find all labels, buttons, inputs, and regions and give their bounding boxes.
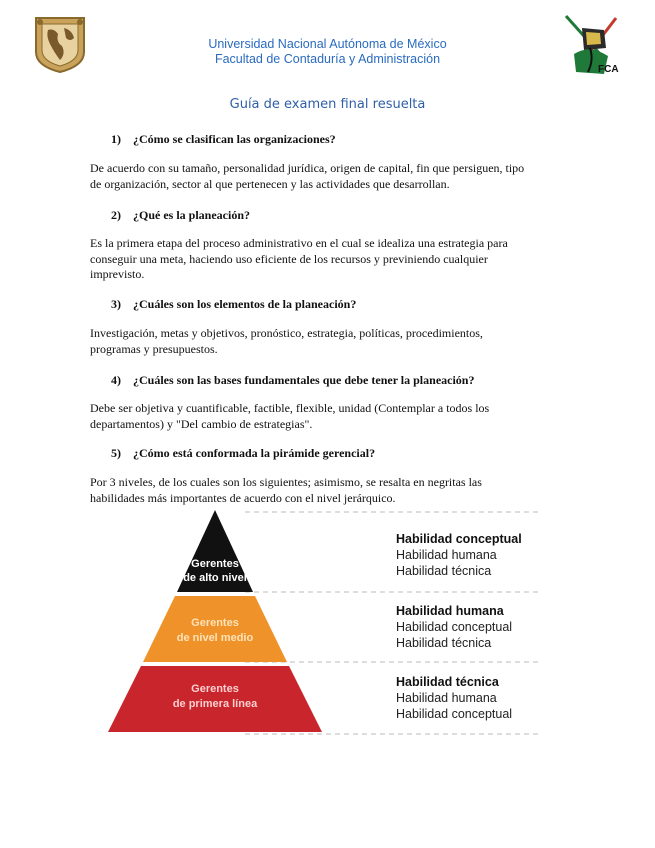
skill-item: Habilidad humana bbox=[396, 548, 497, 562]
answer-3: Investigación, metas y objetivos, pronóstico, estrategia, políticas, procedimientos, programas y presupuestos. bbox=[90, 326, 483, 356]
question-1: 1) ¿Cómo se clasifican las organizaciones? bbox=[111, 132, 336, 146]
skill-primary: Habilidad humana bbox=[396, 604, 504, 618]
document-title: Guía de examen final resuelta bbox=[229, 97, 426, 112]
answer-4: Debe ser objetiva y cuantificable, factible, flexible, unidad (Contemplar a todos los departamentos) y "Del cambio de estrategias". bbox=[90, 401, 490, 431]
managerial-pyramid bbox=[100, 508, 550, 738]
question-3: 3) ¿Cuáles son los elementos de la planeación? bbox=[111, 297, 357, 311]
skill-item: Habilidad técnica bbox=[396, 636, 492, 650]
question-5: 5) ¿Cómo está conformada la pirámide gerencial? bbox=[111, 446, 376, 460]
skill-item: Habilidad técnica bbox=[396, 564, 492, 578]
answer-5: Por 3 niveles, de los cuales son los siguientes; asimismo, se resalta en negritas las habilidades más importantes de acuerdo con el nivel jerárquico. bbox=[90, 475, 482, 505]
institution-header bbox=[0, 37, 655, 67]
university-name: Universidad Nacional Autónoma de México bbox=[208, 37, 447, 51]
level-label: de primera línea bbox=[172, 698, 258, 710]
svg-text:FCA: FCA bbox=[598, 64, 619, 75]
level-label: Gerentes bbox=[191, 617, 239, 629]
pyramid-level-middle bbox=[143, 596, 287, 662]
skill-item: Habilidad humana bbox=[396, 691, 497, 705]
answer-1: De acuerdo con su tamaño, personalidad jurídica, origen de capital, fin que persiguen, tipo de organización, sector al que pertenecen y las actividades que desarrollan. bbox=[90, 161, 525, 191]
level-label: Gerentes bbox=[191, 558, 239, 570]
level-label: Gerentes bbox=[191, 683, 239, 695]
skill-item: Habilidad conceptual bbox=[396, 707, 513, 721]
answer-2: Es la primera etapa del proceso administrativo en el cual se idealiza una estrategia para conseguir una meta, haciendo uso eficiente de los recursos y previniendo cualquier imprevisto. bbox=[90, 236, 508, 281]
question-4: 4) ¿Cuáles son las bases fundamentales que debe tener la planeación? bbox=[111, 373, 475, 387]
skill-primary: Habilidad técnica bbox=[396, 675, 499, 689]
question-2: 2) ¿Qué es la planeación? bbox=[111, 208, 251, 222]
skill-item: Habilidad conceptual bbox=[396, 620, 513, 634]
skill-primary: Habilidad conceptual bbox=[396, 532, 522, 546]
faculty-name: Facultad de Contaduría y Administración bbox=[214, 52, 441, 66]
level-label: de nivel medio bbox=[176, 632, 254, 644]
level-label: de alto nivel bbox=[183, 572, 247, 584]
